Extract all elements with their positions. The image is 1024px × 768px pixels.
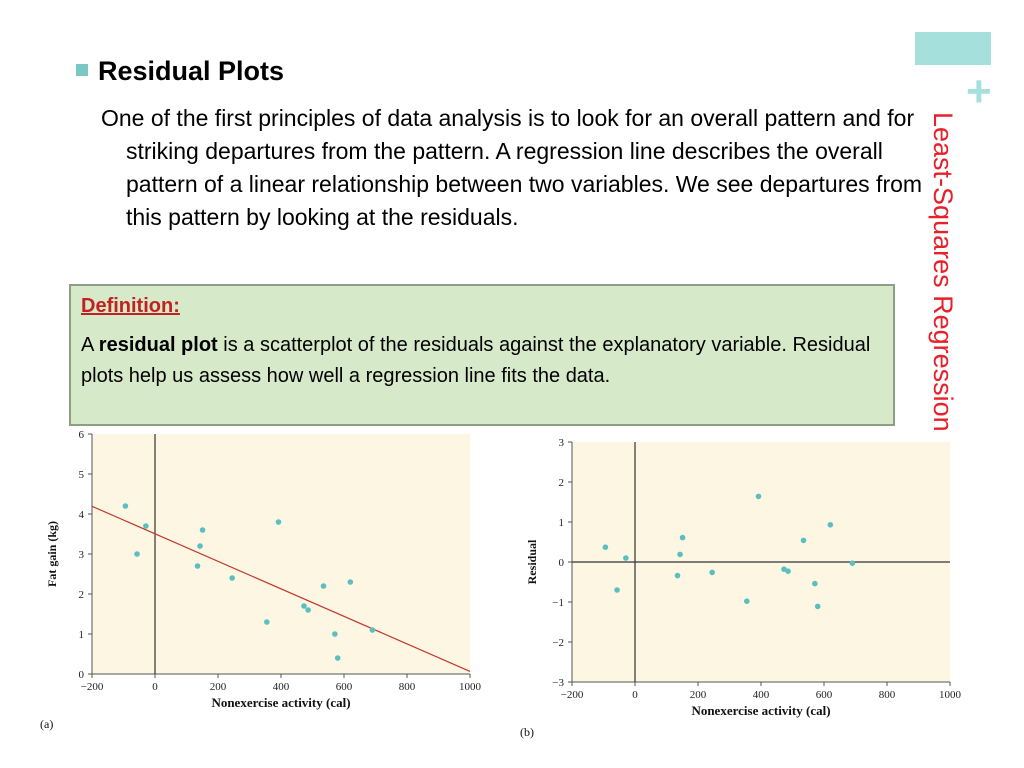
- y-tick-label: 3: [78, 549, 84, 561]
- square-bullet-icon: [76, 64, 88, 76]
- definition-prefix: A: [81, 334, 99, 356]
- data-point: [264, 619, 270, 625]
- data-point: [815, 604, 821, 610]
- y-tick-label: 1: [78, 629, 84, 641]
- y-axis-label: Residual: [525, 539, 539, 585]
- data-point: [709, 570, 715, 576]
- data-point: [200, 527, 206, 533]
- data-point: [305, 607, 311, 613]
- data-point: [744, 598, 750, 604]
- data-point: [335, 655, 341, 661]
- x-tick-label: 600: [815, 689, 833, 701]
- data-point: [850, 560, 856, 566]
- plus-icon: +: [966, 67, 992, 116]
- panel-label: (a): [40, 717, 54, 731]
- x-tick-label: 400: [272, 681, 290, 693]
- x-tick-label: 400: [752, 689, 770, 701]
- data-point: [675, 573, 681, 579]
- panel-label: (b): [520, 725, 534, 739]
- side-title: Least-Squares Regression: [928, 112, 958, 432]
- intro-paragraph: One of the first principles of data analysis is to look for an overall pattern and for striking departures from the pattern. A regression line describes the overall pattern of a linear relationship between two variables. We see departures from this pattern by looking at the residuals.: [101, 105, 923, 230]
- data-point: [677, 552, 683, 558]
- y-tick-label: 2: [78, 589, 84, 601]
- x-axis-label: Nonexercise activity (cal): [691, 703, 831, 718]
- y-axis-label: Fat gain (kg): [45, 521, 59, 587]
- data-point: [301, 603, 307, 609]
- y-tick-label: 5: [78, 469, 84, 481]
- definition-box: [69, 284, 895, 426]
- y-tick-label: −3: [552, 677, 564, 689]
- data-point: [756, 494, 762, 500]
- slide-heading: [76, 56, 284, 87]
- accent-block: [915, 32, 991, 65]
- residual-plot-b: [510, 436, 970, 748]
- data-point: [229, 575, 235, 581]
- x-tick-label: 800: [398, 681, 416, 693]
- y-tick-label: −1: [552, 597, 564, 609]
- plot-area: [92, 434, 470, 674]
- x-tick-label: 1000: [459, 681, 481, 693]
- data-point: [828, 522, 834, 528]
- heading-text: Residual Plots: [98, 56, 285, 86]
- data-point: [134, 551, 140, 557]
- y-tick-label: 0: [78, 669, 84, 681]
- data-point: [321, 583, 327, 589]
- x-tick-label: 200: [689, 689, 707, 701]
- x-axis-label: Nonexercise activity (cal): [211, 695, 351, 710]
- data-point: [801, 538, 807, 544]
- x-tick-label: −200: [560, 689, 584, 701]
- x-tick-label: 800: [878, 689, 896, 701]
- y-tick-label: 1: [558, 517, 564, 529]
- data-point: [195, 563, 201, 569]
- x-tick-label: 1000: [939, 689, 961, 701]
- y-tick-label: 0: [558, 557, 564, 569]
- y-tick-label: 6: [78, 429, 84, 441]
- data-point: [785, 568, 791, 574]
- data-point: [603, 544, 609, 550]
- definition-title: Definition:: [81, 295, 180, 317]
- data-point: [614, 587, 620, 593]
- data-point: [332, 631, 338, 637]
- data-point: [623, 555, 629, 561]
- data-point: [348, 579, 354, 585]
- x-tick-label: 0: [152, 681, 158, 693]
- x-tick-label: −200: [80, 681, 104, 693]
- y-tick-label: 2: [558, 477, 564, 489]
- data-point: [143, 523, 149, 529]
- data-point: [370, 627, 376, 633]
- data-point: [197, 543, 203, 549]
- y-tick-label: −2: [552, 637, 564, 649]
- data-point: [812, 581, 818, 587]
- data-point: [680, 535, 686, 541]
- x-tick-label: 0: [632, 689, 638, 701]
- data-point: [123, 503, 129, 509]
- x-tick-label: 200: [209, 681, 227, 693]
- definition-suffix: is a scatterplot of the residuals against the explanatory variable. Residual plots help us assess how well a regression line fits the data.: [81, 334, 871, 387]
- y-tick-label: 3: [558, 437, 564, 449]
- definition-term: residual plot: [98, 334, 218, 356]
- x-tick-label: 600: [335, 681, 353, 693]
- scatterplot-a: [30, 428, 500, 748]
- y-tick-label: 4: [78, 509, 84, 521]
- data-point: [276, 519, 282, 525]
